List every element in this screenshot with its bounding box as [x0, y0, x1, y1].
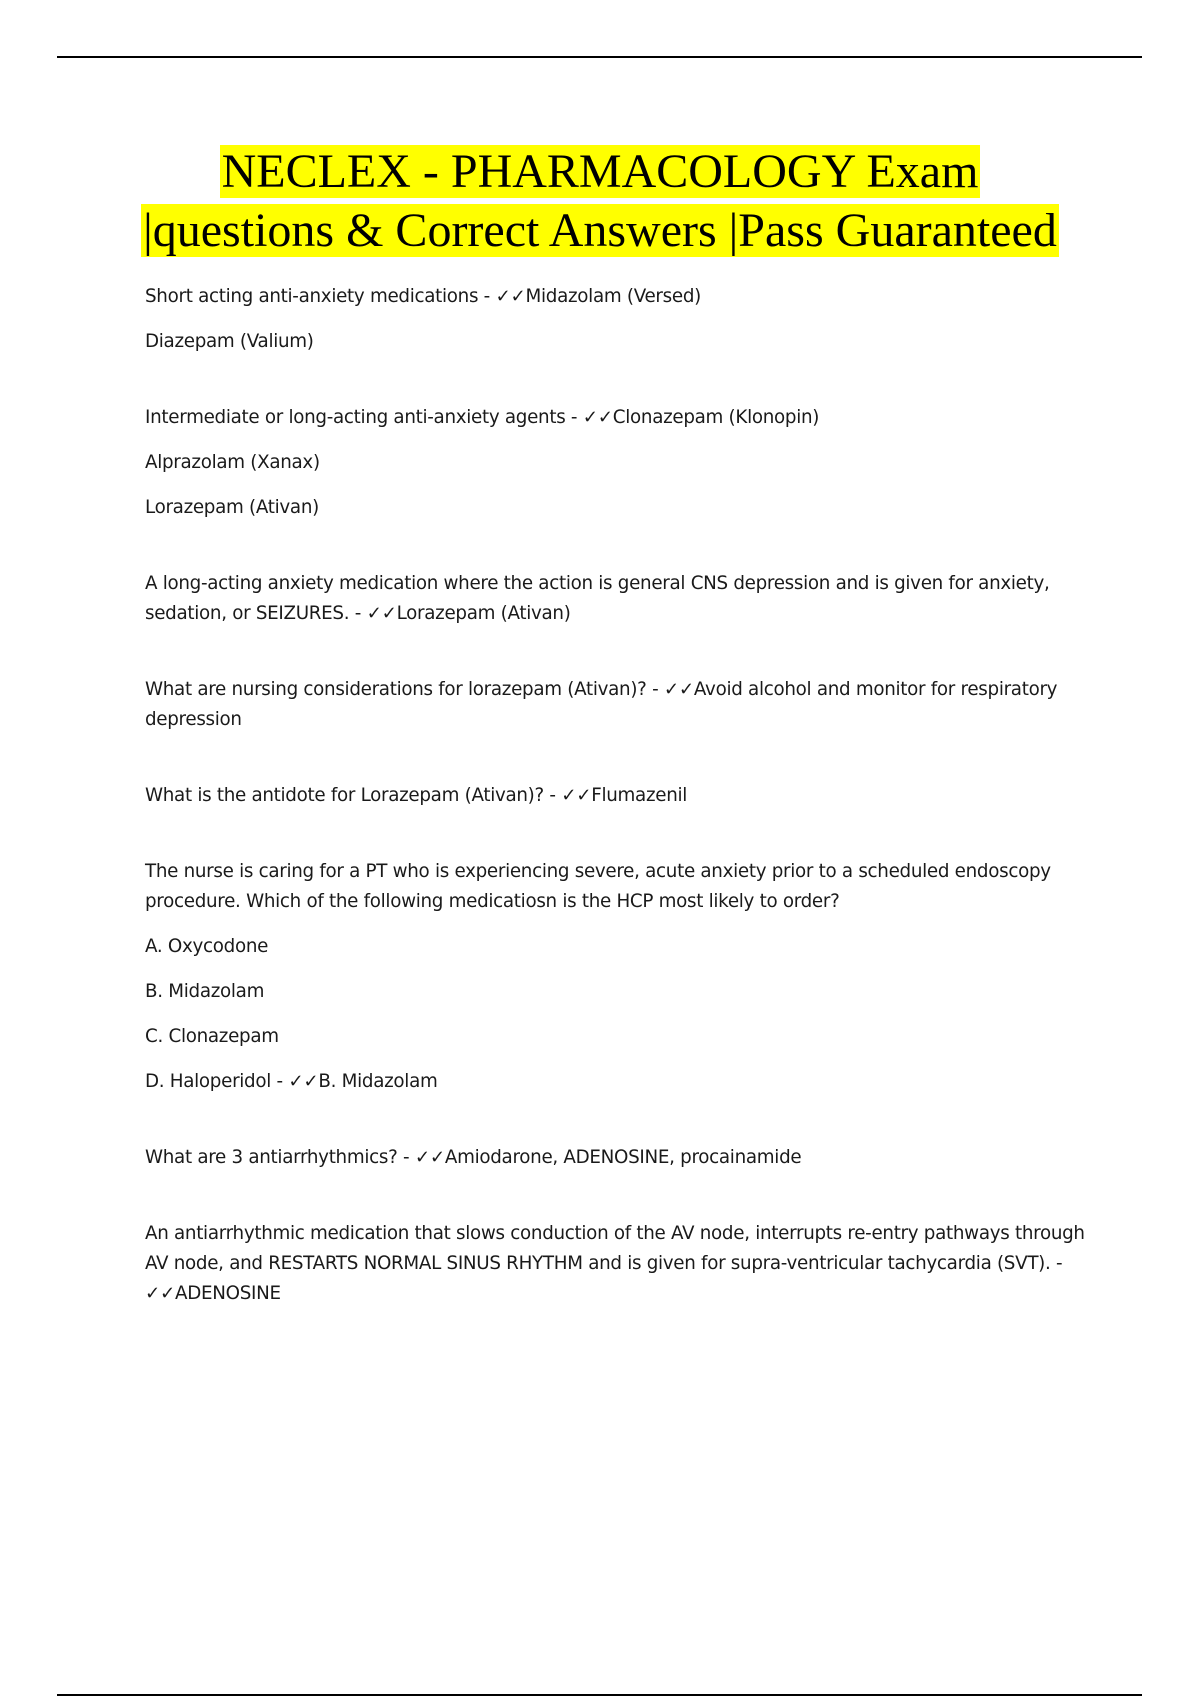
title-line-2: |questions & Correct Answers |Pass Guaranteed	[143, 204, 1057, 257]
footer-rule	[57, 1694, 1142, 1696]
document-title	[0, 142, 1200, 260]
qa-entry	[145, 282, 1090, 357]
qa-entry	[145, 857, 1090, 1097]
document-body	[145, 282, 1090, 1355]
header-rule	[57, 56, 1142, 58]
entry-line: B. Midazolam	[145, 981, 265, 1002]
entry-line: C. Clonazepam	[145, 1026, 279, 1047]
entry-line: The nurse is caring for a PT who is experiencing severe, acute anxiety prior to a scheduled endoscopy procedure. Which of the following medicatiosn is the HCP most likely to order?	[145, 861, 1051, 912]
entry-line: What is the antidote for Lorazepam (Ativan)? - ✓✓Flumazenil	[145, 785, 688, 806]
qa-entry	[145, 1219, 1090, 1309]
title-line-1: NECLEX - PHARMACOLOGY Exam	[221, 145, 979, 198]
qa-entry	[145, 403, 1090, 523]
entry-line: An antiarrhythmic medication that slows conduction of the AV node, interrupts re-entry pathways through AV node, and RESTARTS NORMAL SINUS RHYTHM and is given for supra-ventricular tachycardia (SVT). - ✓✓ADENOSINE	[145, 1223, 1085, 1304]
entry-line: D. Haloperidol - ✓✓B. Midazolam	[145, 1071, 438, 1092]
entry-line: Diazepam (Valium)	[145, 331, 314, 352]
entry-line: Intermediate or long-acting anti-anxiety agents - ✓✓Clonazepam (Klonopin)	[145, 407, 820, 428]
entry-line: Alprazolam (Xanax)	[145, 452, 320, 473]
entry-line: Lorazepam (Ativan)	[145, 497, 319, 518]
entry-line: What are 3 antiarrhythmics? - ✓✓Amiodarone, ADENOSINE, procainamide	[145, 1147, 802, 1168]
qa-entry	[145, 781, 1090, 811]
entry-line: A. Oxycodone	[145, 936, 269, 957]
entry-line: Short acting anti-anxiety medications - ✓✓Midazolam (Versed)	[145, 286, 701, 307]
entry-line: A long-acting anxiety medication where the action is general CNS depression and is given for anxiety, sedation, or SEIZURES. - ✓✓Lorazepam (Ativan)	[145, 573, 1050, 624]
qa-entry	[145, 1143, 1090, 1173]
qa-entry	[145, 569, 1090, 629]
qa-entry	[145, 675, 1090, 735]
entry-line: What are nursing considerations for lorazepam (Ativan)? - ✓✓Avoid alcohol and monitor for respiratory depression	[145, 679, 1058, 730]
